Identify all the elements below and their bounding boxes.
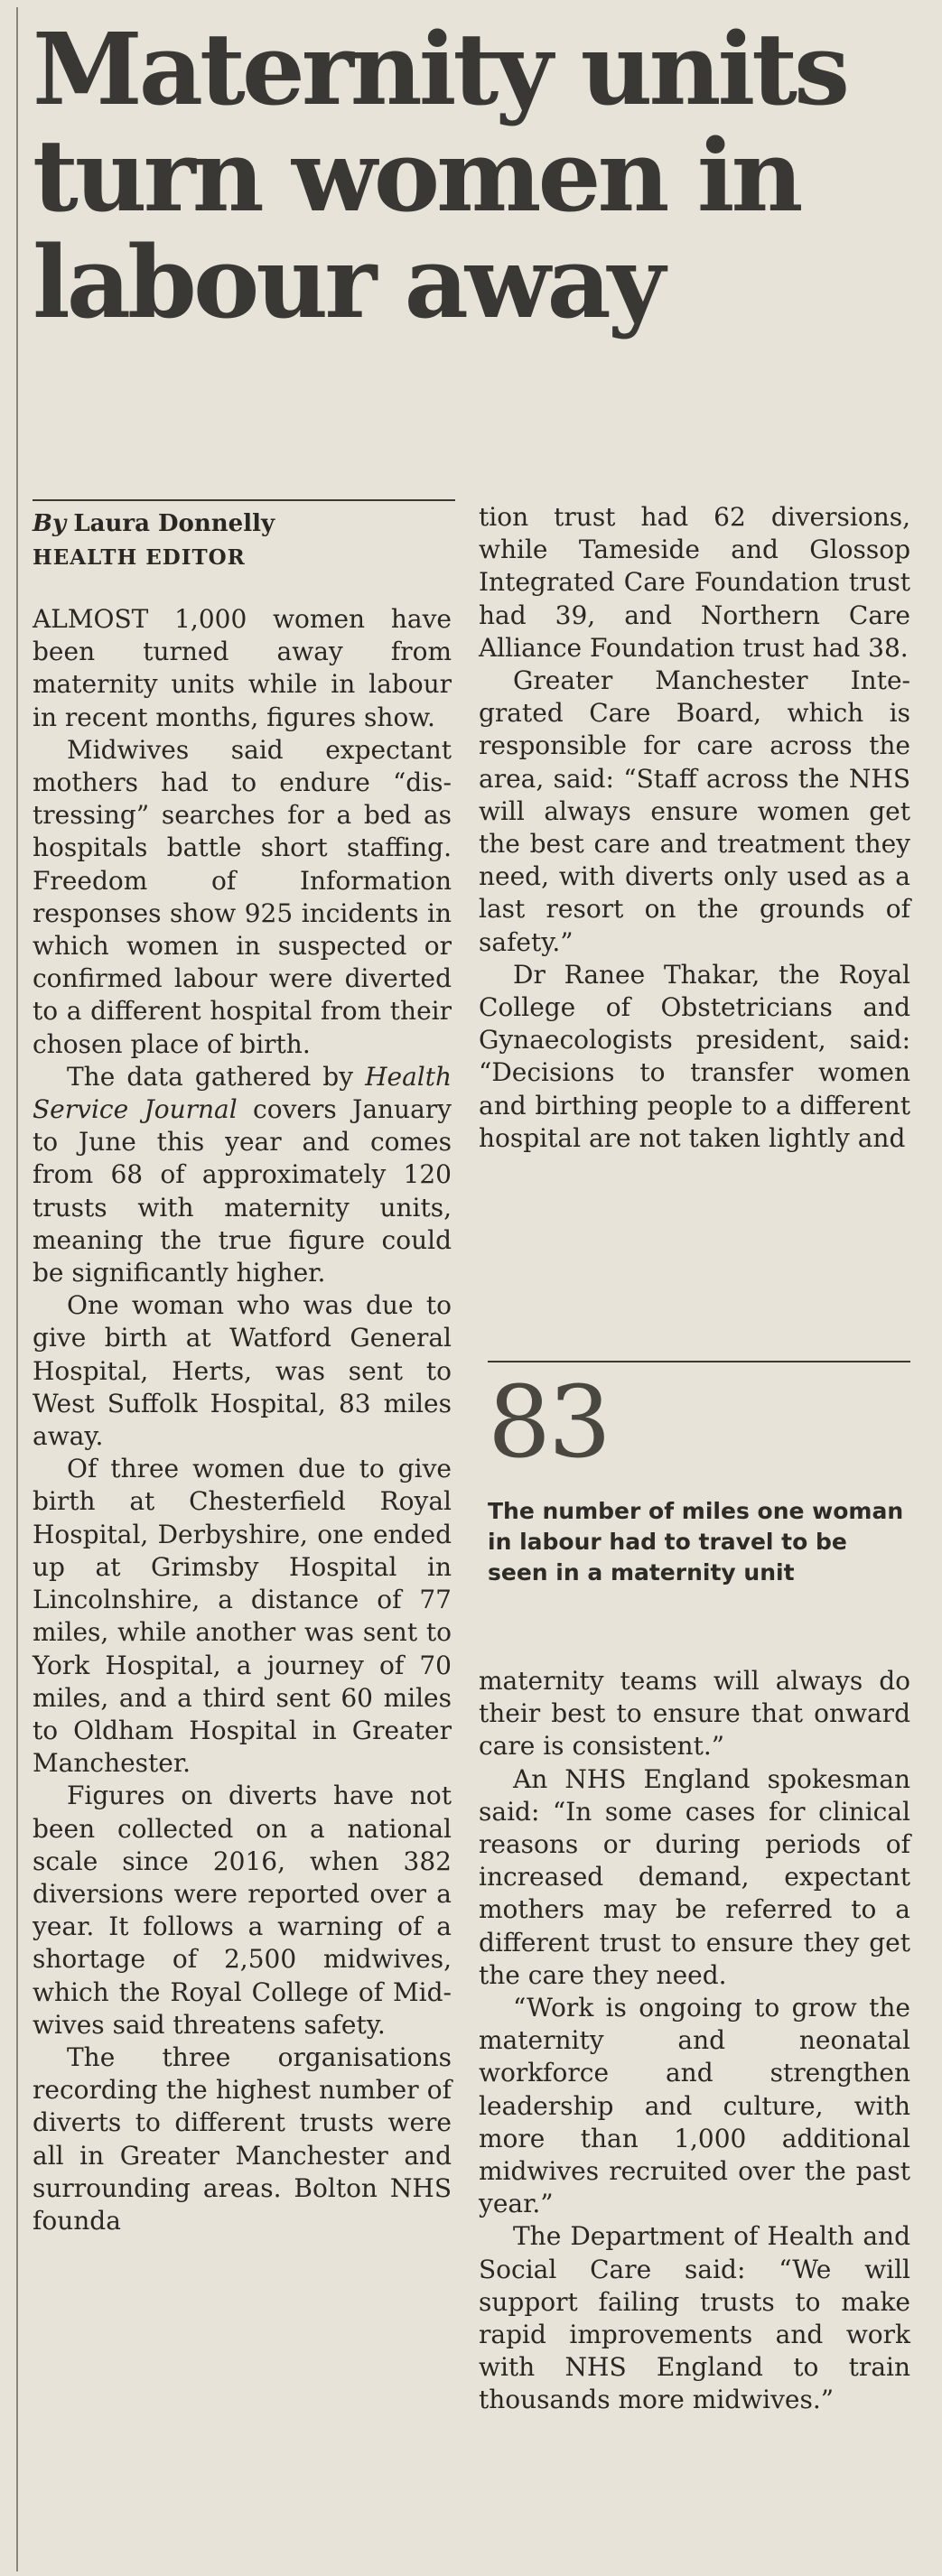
paragraph: An NHS England spokesman said: “In some cases for clinical reasons or during periods of increased demand, expectant mothers may be referred to a different trust to ensure they get the care they need. (479, 1763, 910, 1990)
callout-caption: The number of miles one woman in labour had to travel to be seen in a maternity unit (488, 1498, 904, 1586)
byline-by: By (33, 510, 67, 537)
article-column-1 (33, 603, 452, 2237)
callout-number: 83 (488, 1364, 609, 1480)
column-rule (16, 7, 18, 2571)
article-column-2 (479, 501, 910, 1155)
paragraph: maternity teams will always do their best to ensure that onward care is consistent.” (479, 1666, 910, 1762)
paragraph: tion trust had 62 diversions, while Tameside and Glossop Integrated Care Foundation trust had 39, and Northern Care Alliance Foundation trust had 38. (479, 502, 910, 663)
callout-rule (488, 1361, 910, 1362)
paragraph: Dr Ranee Thakar, the Royal College of Obstetricians and Gynaecologists president, said: “Decisions to transfer women and birthing people to a different hospital are not taken lightly and (479, 959, 910, 1153)
paragraph: ALMOST 1,000 women have been turned away from maternity units while in labour in recent months, figures show. (33, 604, 452, 732)
publication-name: Health Service Journal (33, 1061, 452, 1125)
byline-rule (33, 499, 455, 501)
paragraph: Figures on diverts have not been collected on a national scale since 2016, when 382 diversions were reported over a year. It follows a warning of a shortage of 2,500 midwives, which the Royal College of Midwives said threatens safety. (33, 1781, 452, 2040)
byline-role: HEALTH EDITOR (33, 545, 246, 570)
paragraph: The three organisations recording the highest number of diverts to different trusts were all in Greater Manchester and surrounding areas. Bolton NHS founda (33, 2041, 452, 2236)
byline-author: Laura Donnelly (73, 510, 275, 537)
paragraph: Midwives said expectant mothers had to endure “distressing” searches for a bed as hospitals battle short staffing. Freedom of Information responses show 925 incidents in which women in suspected or confirmed labour were diverted to a different hospital from their chosen place of birth. (33, 734, 452, 1059)
article-column-3 (479, 1665, 910, 2417)
paragraph: Of three women due to give birth at Chesterfield Royal Hospital, Derbyshire, one ended up at Grimsby Hospital in Lincolnshire, a distance of 77 miles, while another was sent to York Hospital, a journey of 70 miles, and a third sent 60 miles to Oldham Hospital in Greater Manchester. (33, 1454, 452, 1779)
paragraph: One woman who was due to give birth at Watford General Hospital, Herts, was sent to West Suffolk Hospital, 83 miles away. (33, 1290, 452, 1452)
paragraph: Greater Manchester Integrated Care Board, which is responsible for care across the area, said: “Staff across the NHS will always ensure women get the best care and treatment they need, with diverts only used as a last resort on the grounds of safety.” (479, 665, 910, 957)
byline (33, 507, 466, 540)
headline: Maternity units turn women in labour away (33, 11, 847, 340)
paragraph: The data gathered by Health Service Journal covers January to June this year and comes from 68 of approximately 120 trusts with maternity units, meaning the true figure could be significantly higher. (33, 1061, 452, 1288)
paragraph: “Work is ongoing to grow the maternity and neonatal workforce and strengthen leadership and culture, with more than 1,000 additional midwives recruited over the past year.” (479, 1993, 910, 2219)
paragraph: The Department of Health and Social Care said: “We will support failing trusts to make rapid improvements and work with NHS England to train thousands more midwives.” (479, 2221, 910, 2415)
